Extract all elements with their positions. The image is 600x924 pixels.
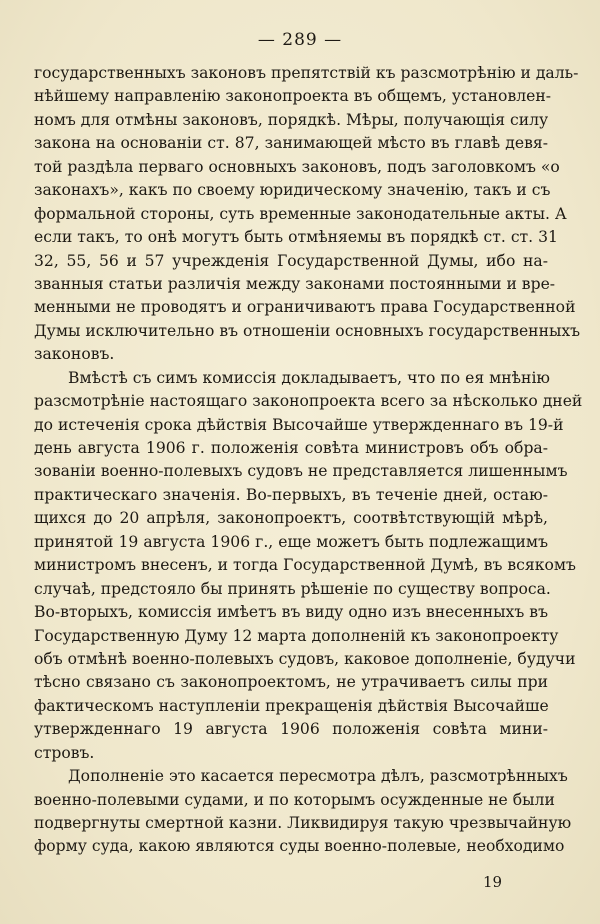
text-line: званныя статьи различія между законами постоянными и вре- [34,274,556,293]
page-number-header: — 289 — [257,30,343,50]
paragraph [34,765,572,859]
text-line: нѣйшему направленію законопроекта въ общемъ, установлен- [34,87,552,106]
text-line: объ отмѣнѣ военно-полевыхъ судовъ, каковое дополненіе, будучи [34,649,576,668]
text-line: до истеченія срока дѣйствія Высочайше утвержденнаго въ 19-й [34,415,564,434]
text-line: подвергнуты смертной казни. Ликвидируя такую чрезвычайную [34,814,572,832]
text-line: зованіи военно-полевыхъ судовъ не представляется лишеннымъ [34,462,568,481]
text-line: той раздѣла перваго основныхъ законовъ, подъ заголовкомъ «о [34,157,560,176]
signature-mark: 19 [483,873,503,891]
body-text [34,62,583,859]
text-line: формальной стороны, суть временные законодательные акты. А [34,204,567,223]
text-line: щихся до 20 апрѣля, законопроектъ, соотвѣтствующій мѣрѣ, [34,509,548,528]
text-line: военно-полевыми судами, и по которымъ осужденные не были [34,790,555,809]
text-line: форму суда, какою являются суды военно-полевые, необходимо [34,837,565,856]
text-line: утвержденнаго 19 августа 1906 положенія совѣта мини- [34,720,548,739]
text-line: законахъ», какъ по своему юридическому значенію, такъ и съ [34,181,551,200]
text-line: номъ для отмѣны законовъ, порядкѣ. Мѣры, получающія силу [34,110,549,129]
text-line: если такъ, то онѣ могутъ быть отмѣняемы въ порядкѣ ст. ст. 31 [34,228,558,247]
text-line: разсмотрѣніе настоящаго законопроекта всего за нѣсколько дней [34,392,583,411]
text-line: Во-вторыхъ, комиссія имѣетъ въ виду одно изъ внесенныхъ въ [34,603,548,622]
text-line: практическаго значенія. Во-первыхъ, въ теченіе дней, остаю- [34,485,548,504]
text-line: министромъ внесенъ, и тогда Государственной Думѣ, въ всякомъ [34,556,576,575]
text-line: принятой 19 августа 1906 г., еще можетъ быть подлежащимъ [34,532,548,551]
text-line: 32, 55, 56 и 57 учрежденія Государственной Думы, ибо на- [34,251,548,270]
text-line: день августа 1906 г. положенія совѣта министровъ объ обра- [34,439,548,457]
text-line: менными не проводятъ и ограничиваютъ права Государственной [34,298,576,317]
paragraph [34,367,583,765]
text-line: Государственную Думу 12 марта дополненій къ законопроекту [34,626,559,645]
text-line: Дополненіе это касается пересмотра дѣлъ, разсмотрѣнныхъ [68,767,568,786]
text-line: закона на основаніи ст. 87, занимающей мѣсто въ главѣ девя- [34,134,548,153]
text-line: тѣсно связано съ законопроектомъ, не утрачиваетъ силы при [34,673,548,692]
text-line: стровъ. [34,743,95,762]
text-line: Думы исключительно въ отношеніи основныхъ государственныхъ [34,321,581,340]
text-line: законовъ. [34,345,115,364]
text-line: государственныхъ законовъ препятствій къ разсмотрѣнію и даль- [34,64,579,82]
paragraph [34,62,581,367]
text-line: случаѣ, предстояло бы принять рѣшеніе по существу вопроса. [34,579,551,598]
text-line: Вмѣстѣ съ симъ комиссія докладываетъ, что по ея мнѣнію [68,368,551,387]
text-line: фактическомъ наступленіи прекращенія дѣйствія Высочайше [34,696,549,715]
